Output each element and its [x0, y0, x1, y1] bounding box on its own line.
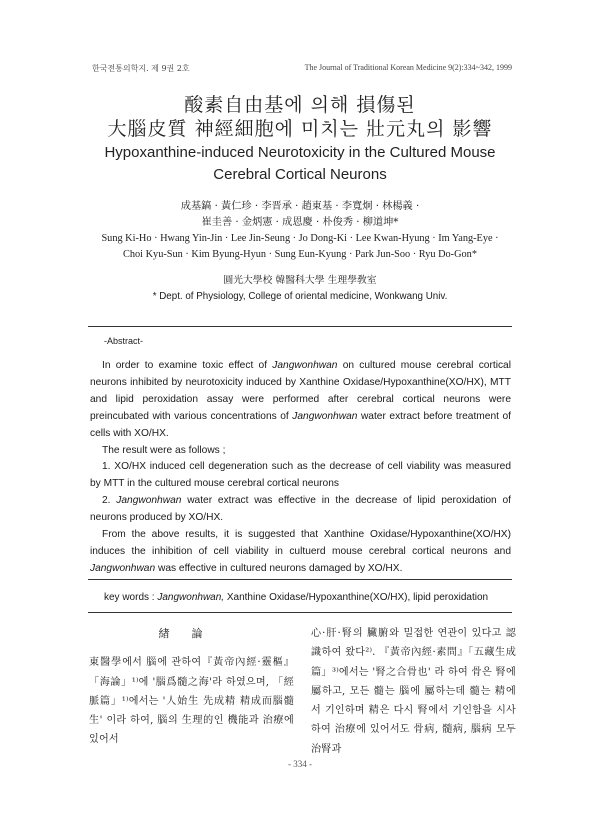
section-title-introduction: 緖論 [158, 627, 225, 640]
title-korean-line1: 酸素自由基에 의해 損傷된 [184, 94, 416, 116]
title-english-line1: Hypoxanthine-induced Neurotoxicity in the Cultured Mouse [104, 144, 496, 161]
body-text-right: 心·肝·腎의 臟腑와 밀접한 연관이 있다고 認識하여 왔다²⁾. 『黃帝內經·素問』「五藏生成篇」³⁾에서는 '腎之合骨也' 라 하여 骨은 腎에 屬하고, 모든 髓는 腦에 屬하는데 髓는 精에서 기인하며 精은 다시 腎에서 기인함을 시사하여 治療에 있어서도 骨病, 髓病, 腦病 모두 治腎과 [311, 628, 516, 755]
abstract-paragraph-1: In order to examine toxic effect of Jangwonhwan on cultured mouse cerebral cortical neurons inhibited by neurotoxicity induced by Xanthine Oxidase/Hypoxanthine(XO/HX), MTT and lipid peroxidation assay were performed after cerebral cortical neurons were preincubated with various concentrations of Jangwonhwan water extract before treatment of cells with XO/HX. [90, 360, 511, 439]
authors-roman-line1: Sung Ki-Ho · Hwang Yin-Jin · Lee Jin-Seung · Jo Dong-Ki · Lee Kwan-Hyung · Im Yang-Eye · [101, 233, 499, 244]
authors-hanja-line2: 崔圭善 · 金炳憲 · 成恩慶 · 朴俊秀 · 柳道坤* [201, 217, 399, 228]
title-block [60, 93, 540, 185]
abstract-label: -Abstract- [104, 336, 144, 346]
title-english-line2: Cerebral Cortical Neurons [213, 166, 387, 183]
author-block [60, 199, 540, 263]
body-column-left [89, 624, 294, 750]
journal-header-english: The Journal of Traditional Korean Medicine 9(2):334~342, 1999 [304, 63, 512, 72]
abstract-paragraph-4: 2. Jangwonhwan water extract was effective in the decrease of lipid peroxidation of neurons produced by XO/HX. [90, 495, 512, 524]
abstract-paragraph-2: The result were as follows ; [102, 444, 226, 456]
affiliation-block [60, 273, 540, 305]
abstract-body [90, 358, 511, 578]
abstract-top-rule [88, 326, 512, 327]
journal-header-korean: 한국전통의학지. 제 9권 2호 [92, 64, 190, 73]
affiliation-english: * Dept. of Physiology, College of oriental medicine, Wonkwang Univ. [152, 291, 448, 302]
page-number: - 334 - [288, 759, 312, 769]
keywords-top-rule [88, 579, 512, 580]
keywords-line: key words : Jangwonhwan, Xanthine Oxidase/Hypoxanthine(XO/HX), lipid peroxidation [104, 592, 489, 603]
body-text-left: 東醫學에서 腦에 관하여『黃帝內經·靈樞』「海論」¹⁾에 '腦爲髓之海'라 하였으며, 「經脈篇」¹⁾에서는 '人始生 先成精 精成而腦髓生' 이라 하여, 腦의 生理的인 機能과 治療에 있어서 [89, 657, 294, 746]
affiliation-korean: 圓光大學校 韓醫科大學 生理學敎室 [223, 275, 377, 286]
keywords-bottom-rule [88, 612, 512, 613]
abstract-paragraph-3: 1. XO/HX induced cell degeneration such as the decrease of cell viability was measured by MTT in the cultured mouse cerebral cortical neurons [90, 461, 511, 490]
authors-hanja-line1: 成基鎬 · 黃仁珍 · 李晋承 · 趙東基 · 李寬炯 · 林楊義 · [180, 201, 420, 212]
abstract-paragraph-5: From the above results, it is suggested that Xanthine Oxidase/Hypoxanthine(XO/HX) induces the inhibition of cell viability in cultuerd mouse cerebral cortical neurons and Jangwonhwan was effective in cultured neurons damaged by XO/HX. [90, 529, 511, 574]
authors-roman-line2: Choi Kyu-Sun · Kim Byung-Hyun · Sung Eun-Kyung · Park Jun-Soo · Ryu Do-Gon* [123, 249, 477, 260]
body-column-right [311, 624, 516, 759]
title-korean-line2: 大腦皮質 神經細胞에 미치는 壯元丸의 影響 [107, 118, 493, 140]
